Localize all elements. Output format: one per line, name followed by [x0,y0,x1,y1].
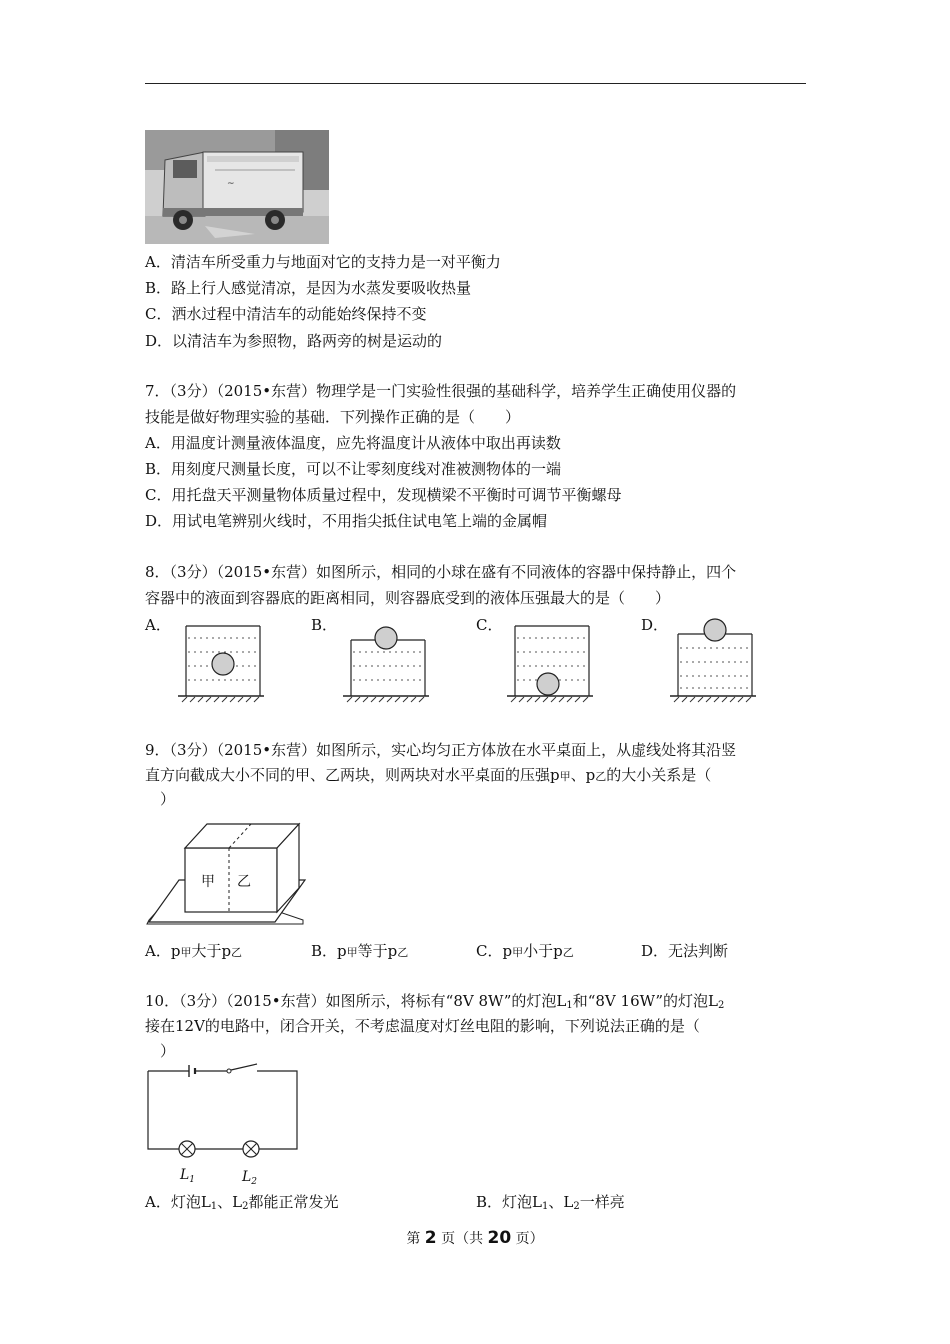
q6-option-c: C．洒水过程中清洁车的动能始终保持不变 [145,305,427,323]
q7-option-d: D．用试电笔辨别火线时，不用指尖抵住试电笔上端的金属帽 [145,512,548,530]
q6-option-b: B．路上行人感觉清凉，是因为水蒸发要吸收热量 [145,279,472,297]
q8-label-c: C． [476,616,503,634]
header-rule [145,83,806,84]
q9-fig-label-jia: 甲 [201,874,215,890]
q9-fig-label-yi: 乙 [237,874,251,890]
q8-container-a [176,618,266,704]
q8-stem-line2: 容器中的液面到容器底的距离相同，则容器底受到的液体压强最大的是（ ） [145,589,671,607]
q8-label-d: D． [641,616,669,634]
q9-stem-line1: 9．（3分）（2015•东营）如图所示，实心均匀正方体放在水平桌面上，从虚线处将其沿竖 [145,741,737,759]
q10-option-a: A．灯泡$L_1$、$L_2$都能正常发光 [145,1193,339,1212]
q6-option-a: A．清洁车所受重力与地面对它的支持力是一对平衡力 [145,253,501,271]
q10-option-b: B．灯泡$L_1$、$L_2$一样亮 [476,1193,625,1212]
q9-stem-line3: ） [145,790,176,808]
q8-stem-line1: 8．（3分）（2015•东营）如图所示，相同的小球在盛有不同液体的容器中保持静止，四个 [145,563,737,581]
q9-option-a: A．p甲大于p乙 [145,942,243,960]
q7-option-b: B．用刻度尺测量长度，可以不让零刻度线对准被测物体的一端 [145,460,562,478]
q8-container-b [341,618,431,704]
q10-fig-label-l1: $L_1$ [180,1167,196,1185]
q10-fig-label-l2: $L_2$ [242,1169,258,1187]
svg-text:~: ~ [227,179,235,189]
q8-label-b: B． [311,616,338,634]
q8-container-c [505,618,595,704]
q10-stem-line1: 10．（3分）（2015•东营）如图所示，将标有“8V 8W”的灯泡$L_1$和“8V 16W”的灯泡$L_2$ [145,992,725,1011]
q10-stem-line3: ） [145,1042,176,1060]
q9-option-d: D．无法判断 [641,942,729,960]
q7-option-a: A．用温度计测量液体温度，应先将温度计从液体中取出再读数 [145,434,561,452]
q10-circuit-diagram [145,1063,303,1187]
q7-stem-line2: 技能是做好物理实验的基础．下列操作正确的是（ ） [145,408,521,426]
q10-stem-line2: 接在12V的电路中，闭合开关，不考虑温度对灯丝电阻的影响，下列说法正确的是（ [145,1017,700,1035]
cleaning-truck-photo [145,130,329,244]
page-footer: 第 2 页（共 20 页） [406,1228,544,1248]
q9-stem-line2: 直方向截成大小不同的甲、乙两块，则两块对水平桌面的压强p甲、p乙的大小关系是（ [145,766,712,784]
q9-option-b: B．p甲等于p乙 [311,942,409,960]
q6-option-d: D．以清洁车为参照物，路两旁的树是运动的 [145,332,443,350]
q8-container-d [670,618,760,704]
q8-label-a: A． [145,616,171,634]
q7-option-c: C．用托盘天平测量物体质量过程中，发现横梁不平衡时可调节平衡螺母 [145,486,622,504]
q7-stem-line1: 7．（3分）（2015•东营）物理学是一门实验性很强的基础科学，培养学生正确使用仪器的 [145,382,737,400]
q9-option-c: C．p甲小于p乙 [476,942,574,960]
q9-cube-figure [145,820,310,928]
